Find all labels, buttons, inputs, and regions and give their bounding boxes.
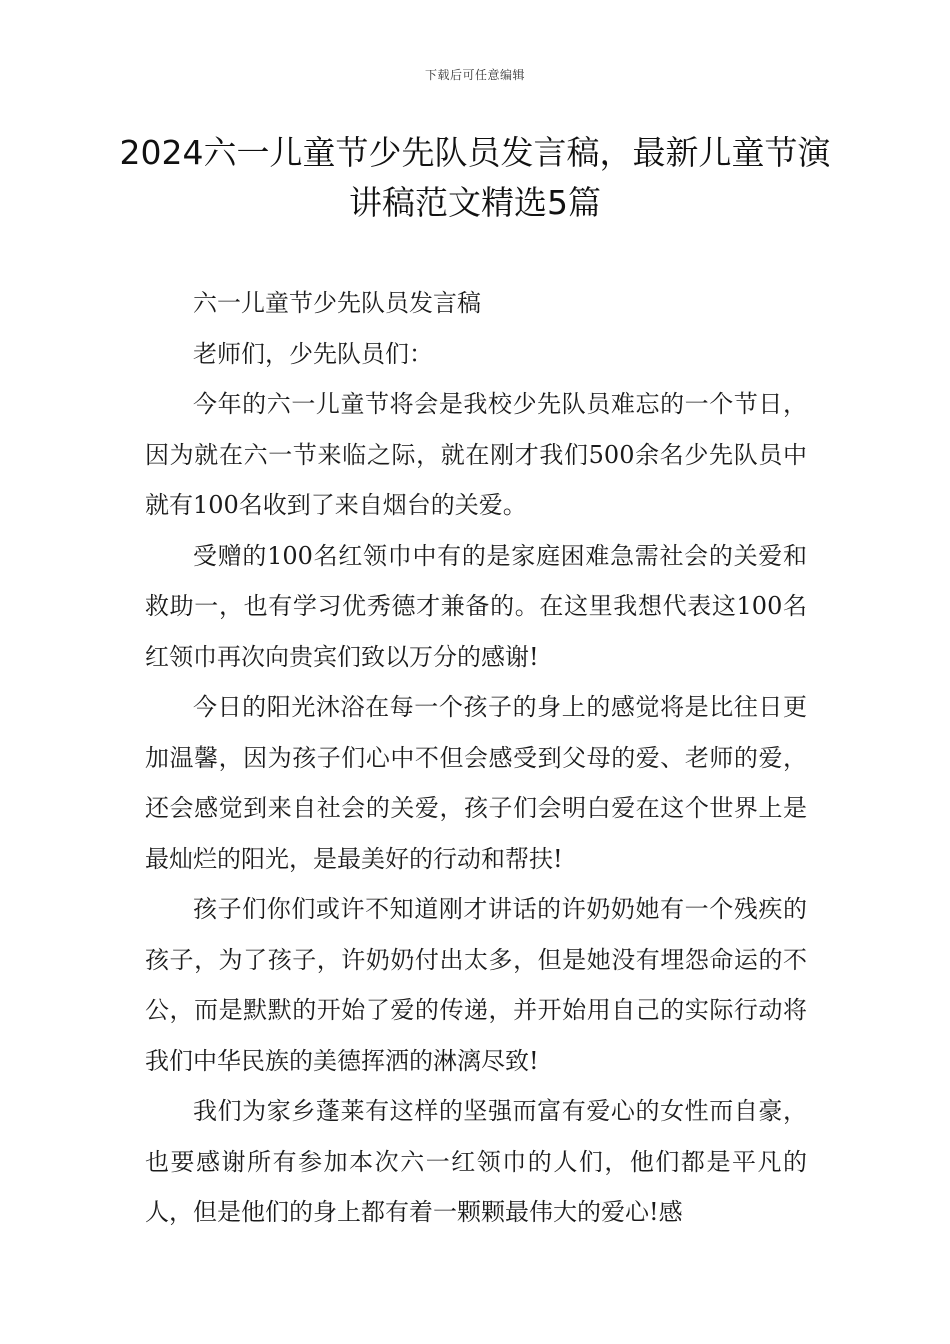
salutation: 老师们，少先队员们： xyxy=(193,339,433,368)
document-title: 2024六一儿童节少先队员发言稿，最新儿童节演讲稿范文精选5篇 xyxy=(119,133,831,222)
paragraph: 孩子们你们或许不知道刚才讲话的许奶奶她有一个残疾的孩子，为了孩子，许奶奶付出太多，但是她没有埋怨命运的不公，而是默默的开始了爱的传递，并开始用自己的实际行动将我们中华民族的美德挥洒的淋漓尽致! xyxy=(145,895,807,1075)
paragraph: 我们为家乡蓬莱有这样的坚强而富有爱心的女性而自豪，也要感谢所有参加本次六一红领巾的人们，他们都是平凡的人，但是他们的身上都有着一颗颗最伟大的爱心!感 xyxy=(145,1097,807,1226)
section-heading: 六一儿童节少先队员发言稿 xyxy=(193,289,481,317)
paragraph: 受赠的100名红领巾中有的是家庭困难急需社会的关爱和救助一，也有学习优秀德才兼备的。在这里我想代表这100名红领巾再次向贵宾们致以万分的感谢! xyxy=(145,541,807,671)
header-note: 下载后可任意编辑 xyxy=(424,68,525,82)
paragraph: 今年的六一儿童节将会是我校少先队员难忘的一个节日，因为就在六一节来临之际，就在刚才我们500余名少先队员中就有100名收到了来自烟台的关爱。 xyxy=(145,390,807,519)
document-body xyxy=(145,278,807,1238)
paragraph: 今日的阳光沐浴在每一个孩子的身上的感觉将是比往日更加温馨，因为孩子们心中不但会感受到父母的爱、老师的爱，还会感觉到来自社会的关爱，孩子们会明白爱在这个世界上是最灿烂的阳光，是最美好的行动和帮扶! xyxy=(145,693,807,873)
